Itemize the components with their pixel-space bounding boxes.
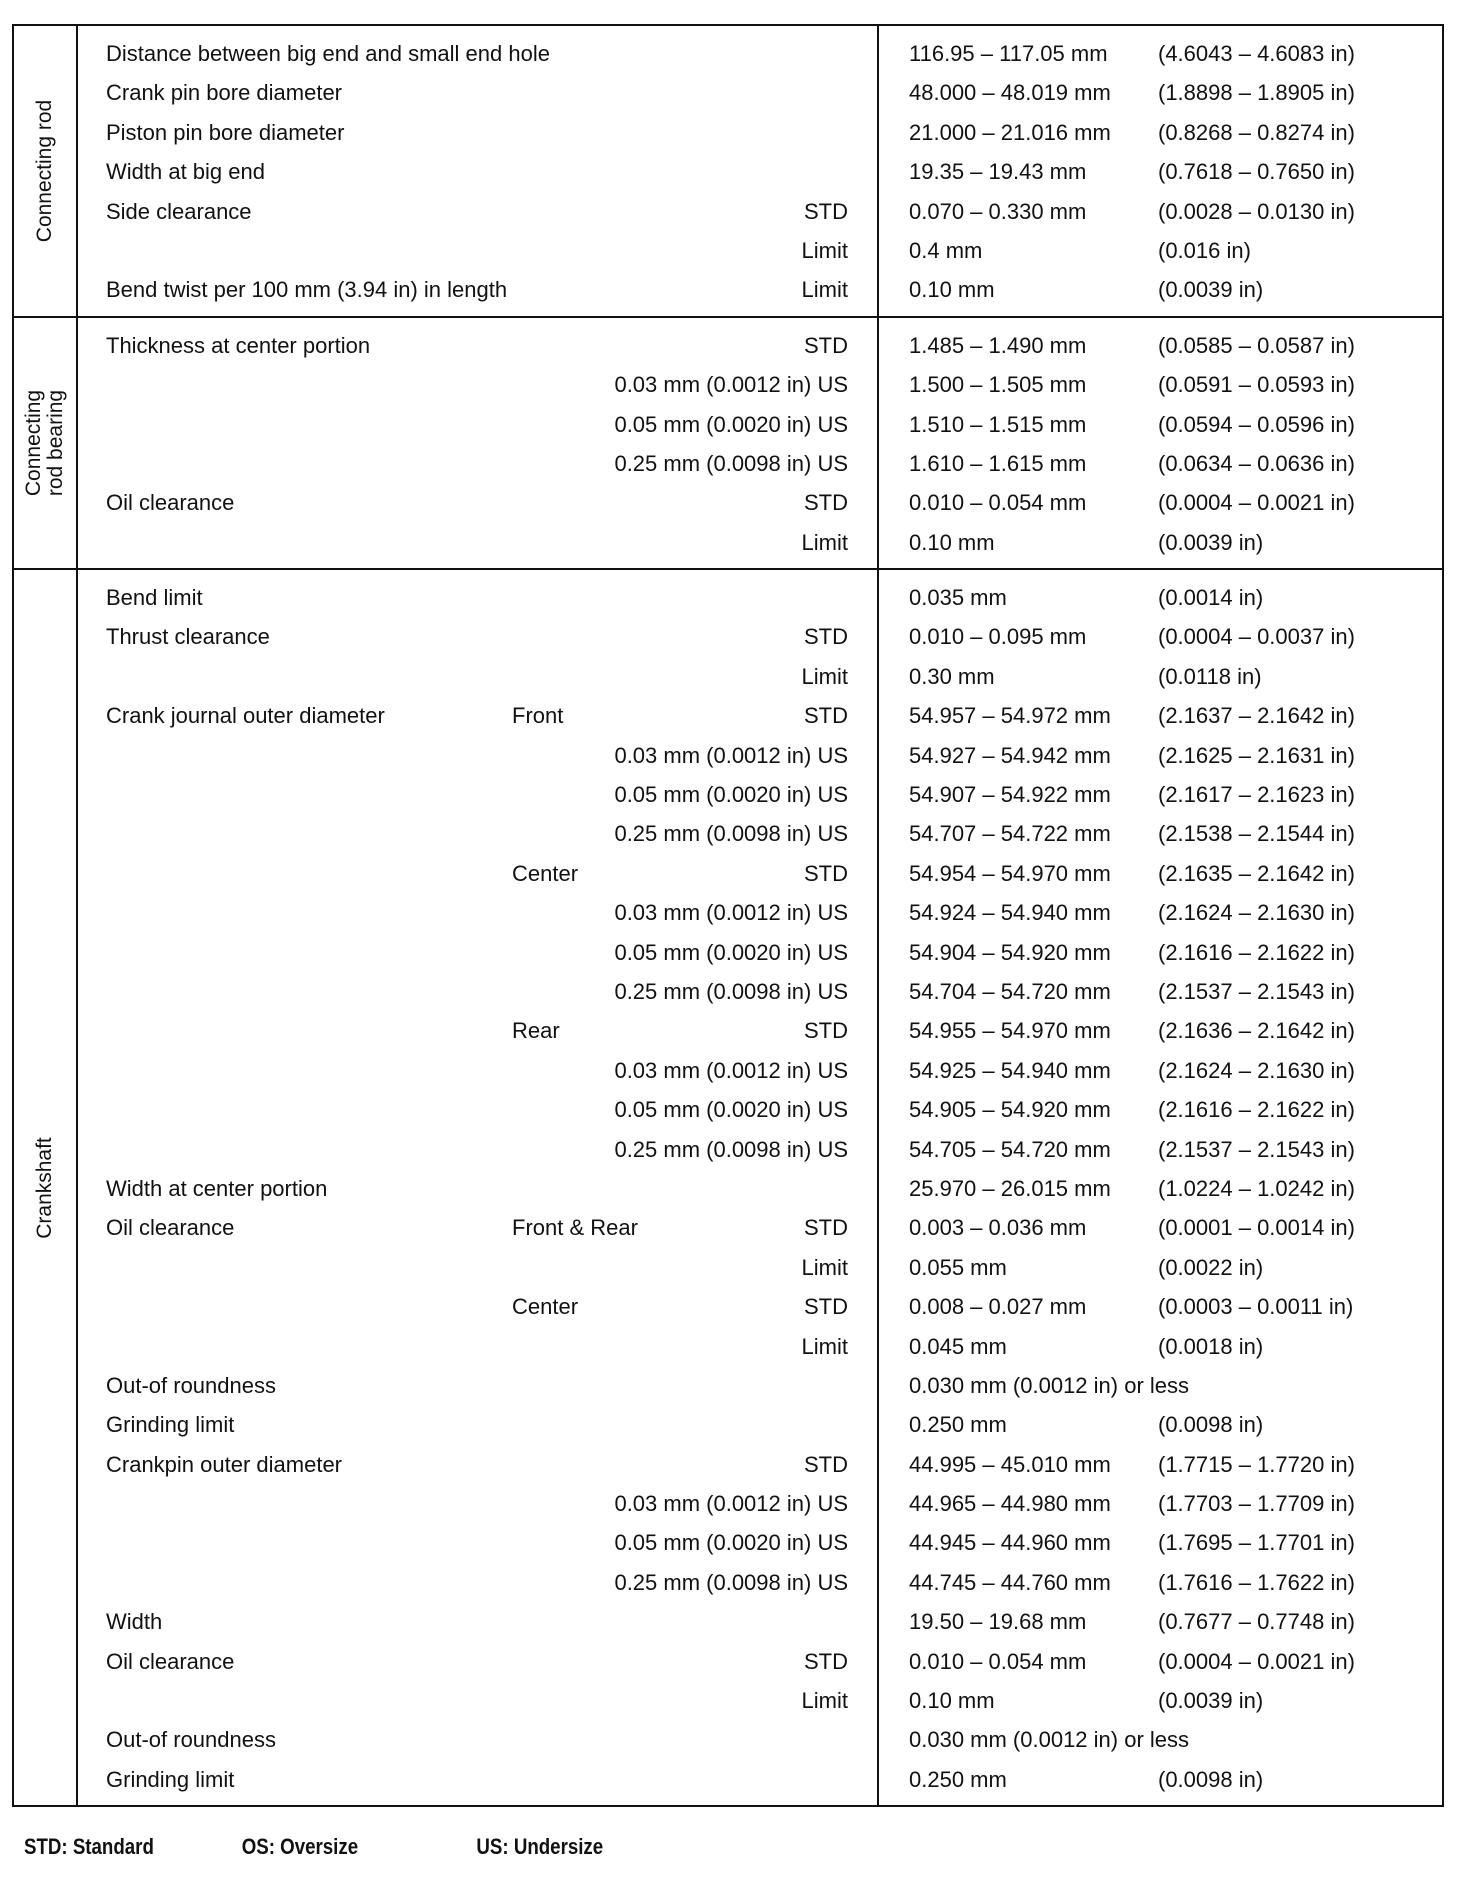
legend-std: STD: Standard [24, 1834, 154, 1859]
spec-mm: 54.904 – 54.920 mm [909, 939, 1111, 965]
spec-mm: 0.010 – 0.095 mm [909, 624, 1087, 650]
table-row [14, 893, 1442, 932]
spec-mm: 0.30 mm [909, 663, 995, 689]
table-row [14, 1602, 1442, 1641]
table-row [14, 1011, 1442, 1050]
table-row [14, 1248, 1442, 1287]
spec-label: Bend limit [106, 585, 203, 611]
spec-cond: 0.25 mm (0.0098 in) US [614, 978, 848, 1004]
spec-in: (0.0098 in) [1158, 1412, 1264, 1438]
spec-cond: STD [804, 1451, 848, 1477]
table-row [14, 1090, 1442, 1129]
spec-in: (0.0004 – 0.0021 in) [1158, 490, 1355, 516]
spec-table [12, 24, 1444, 1807]
table-row [14, 1642, 1442, 1681]
spec-mm: 1.510 – 1.515 mm [909, 411, 1087, 437]
spec-cond: 0.03 mm (0.0012 in) US [614, 372, 848, 398]
table-row [14, 1287, 1442, 1326]
spec-label: Grinding limit [106, 1766, 235, 1792]
section-rows [14, 318, 1442, 568]
table-row [14, 152, 1442, 191]
spec-label: Crankpin outer diameter [106, 1451, 343, 1477]
table-row [14, 1405, 1442, 1444]
abbreviation-legend [24, 1834, 603, 1860]
spec-mm: 0.030 mm (0.0012 in) or less [909, 1727, 1190, 1753]
section-title: Crankshaft [33, 1136, 56, 1239]
spec-mm: 0.070 – 0.330 mm [909, 198, 1087, 224]
spec-cond: 0.25 mm (0.0098 in) US [614, 821, 848, 847]
table-row [14, 1051, 1442, 1090]
spec-sub: Rear [512, 1018, 560, 1044]
spec-mm: 1.500 – 1.505 mm [909, 372, 1087, 398]
spec-cond: Limit [801, 529, 848, 555]
table-row [14, 972, 1442, 1011]
table-row [14, 736, 1442, 775]
spec-label: Oil clearance [106, 1215, 235, 1241]
spec-in: (1.7703 – 1.7709 in) [1158, 1491, 1355, 1517]
spec-in: (0.0118 in) [1158, 663, 1262, 689]
spec-label: Thickness at center portion [106, 332, 371, 358]
spec-mm: 0.035 mm [909, 585, 1007, 611]
spec-section [14, 318, 1442, 570]
spec-mm: 54.954 – 54.970 mm [909, 860, 1111, 886]
table-row [14, 1208, 1442, 1247]
spec-mm: 54.955 – 54.970 mm [909, 1018, 1111, 1044]
spec-cond: STD [804, 624, 848, 650]
table-row [14, 933, 1442, 972]
spec-mm: 54.925 – 54.940 mm [909, 1057, 1111, 1083]
table-row [14, 326, 1442, 365]
spec-mm: 0.10 mm [909, 529, 995, 555]
spec-cond: STD [804, 703, 848, 729]
spec-cond: STD [804, 860, 848, 886]
table-row [14, 1130, 1442, 1169]
spec-in: (2.1625 – 2.1631 in) [1158, 742, 1355, 768]
table-row [14, 578, 1442, 617]
spec-in: (0.0039 in) [1158, 529, 1264, 555]
spec-sub: Center [512, 1294, 579, 1320]
spec-in: (0.0003 – 0.0011 in) [1158, 1294, 1354, 1320]
spec-in: (0.0028 – 0.0130 in) [1158, 198, 1355, 224]
spec-section [14, 570, 1442, 1805]
spec-in: (2.1538 – 2.1544 in) [1158, 821, 1355, 847]
spec-in: (2.1624 – 2.1630 in) [1158, 900, 1355, 926]
spec-in: (0.0634 – 0.0636 in) [1158, 450, 1355, 476]
spec-mm: 48.000 – 48.019 mm [909, 80, 1111, 106]
legend-os: OS: Oversize [241, 1834, 359, 1859]
spec-in: (2.1636 – 2.1642 in) [1158, 1018, 1355, 1044]
spec-label: Grinding limit [106, 1412, 235, 1438]
table-row [14, 405, 1442, 444]
spec-in: (0.0022 in) [1158, 1254, 1264, 1280]
spec-mm: 0.10 mm [909, 1688, 995, 1714]
table-row [14, 1681, 1442, 1720]
spec-mm: 21.000 – 21.016 mm [909, 119, 1111, 145]
spec-in: (0.0594 – 0.0596 in) [1158, 411, 1355, 437]
spec-in: (1.7695 – 1.7701 in) [1158, 1530, 1355, 1556]
table-row [14, 73, 1442, 112]
section-rows [14, 26, 1442, 316]
spec-cond: STD [804, 332, 848, 358]
spec-mm: 0.10 mm [909, 277, 995, 303]
spec-in: (1.0224 – 1.0242 in) [1158, 1175, 1355, 1201]
spec-in: (0.0585 – 0.0587 in) [1158, 332, 1355, 358]
spec-section [14, 26, 1442, 318]
spec-mm: 54.924 – 54.940 mm [909, 900, 1111, 926]
table-row [14, 483, 1442, 522]
spec-cond: 0.05 mm (0.0020 in) US [614, 1530, 848, 1556]
spec-mm: 0.010 – 0.054 mm [909, 490, 1087, 516]
spec-cond: 0.05 mm (0.0020 in) US [614, 1097, 848, 1123]
spec-mm: 1.610 – 1.615 mm [909, 450, 1087, 476]
spec-cond: 0.03 mm (0.0012 in) US [614, 1491, 848, 1517]
spec-in: (0.0098 in) [1158, 1766, 1264, 1792]
section-rows [14, 570, 1442, 1805]
spec-cond: STD [804, 1215, 848, 1241]
spec-cond: Limit [801, 277, 848, 303]
table-row [14, 1484, 1442, 1523]
spec-cond: Limit [801, 663, 848, 689]
spec-in: (2.1537 – 2.1543 in) [1158, 978, 1355, 1004]
table-row [14, 814, 1442, 853]
spec-mm: 0.030 mm (0.0012 in) or less [909, 1372, 1190, 1398]
spec-cond: Limit [801, 1254, 848, 1280]
legend-us: US: Undersize [476, 1834, 604, 1859]
spec-cond: 0.05 mm (0.0020 in) US [614, 939, 848, 965]
spec-mm: 54.905 – 54.920 mm [909, 1097, 1111, 1123]
spec-mm: 0.055 mm [909, 1254, 1007, 1280]
spec-in: (0.016 in) [1158, 237, 1251, 263]
spec-label: Out-of roundness [106, 1727, 276, 1753]
spec-cond: 0.03 mm (0.0012 in) US [614, 742, 848, 768]
spec-mm: 54.707 – 54.722 mm [909, 821, 1111, 847]
section-title: Connecting rod bearing [22, 389, 67, 497]
spec-in: (0.0004 – 0.0021 in) [1158, 1648, 1355, 1674]
spec-sub: Center [512, 860, 579, 886]
spec-in: (0.7677 – 0.7748 in) [1158, 1609, 1355, 1635]
spec-mm: 19.35 – 19.43 mm [909, 159, 1087, 185]
table-row [14, 1445, 1442, 1484]
table-row [14, 1720, 1442, 1759]
spec-in: (0.0039 in) [1158, 277, 1264, 303]
spec-cond: 0.25 mm (0.0098 in) US [614, 450, 848, 476]
table-row [14, 444, 1442, 483]
table-row [14, 1327, 1442, 1366]
spec-label: Bend twist per 100 mm (3.94 in) in length [106, 277, 508, 303]
spec-sub: Front & Rear [512, 1215, 638, 1241]
spec-mm: 44.745 – 44.760 mm [909, 1569, 1111, 1595]
spec-label: Width at big end [106, 159, 265, 185]
spec-in: (0.0591 – 0.0593 in) [1158, 372, 1355, 398]
spec-mm: 54.907 – 54.922 mm [909, 782, 1111, 808]
spec-cond: 0.03 mm (0.0012 in) US [614, 1057, 848, 1083]
spec-mm: 19.50 – 19.68 mm [909, 1609, 1087, 1635]
spec-in: (0.0018 in) [1158, 1333, 1264, 1359]
spec-mm: 54.704 – 54.720 mm [909, 978, 1111, 1004]
spec-label: Out-of roundness [106, 1372, 276, 1398]
spec-in: (4.6043 – 4.6083 in) [1158, 41, 1355, 66]
table-row [14, 113, 1442, 152]
spec-cond: 0.25 mm (0.0098 in) US [614, 1569, 848, 1595]
table-row [14, 1366, 1442, 1405]
spec-label: Crank pin bore diameter [106, 80, 343, 106]
spec-in: (0.7618 – 0.7650 in) [1158, 159, 1355, 185]
table-row [14, 1523, 1442, 1562]
spec-in: (0.0001 – 0.0014 in) [1158, 1215, 1355, 1241]
spec-in: (1.8898 – 1.8905 in) [1158, 80, 1355, 106]
table-row [14, 1169, 1442, 1208]
spec-in: (2.1616 – 2.1622 in) [1158, 1097, 1355, 1123]
spec-cond: STD [804, 1294, 848, 1320]
spec-mm: 0.4 mm [909, 237, 983, 263]
spec-in: (2.1624 – 2.1630 in) [1158, 1057, 1355, 1083]
spec-in: (2.1635 – 2.1642 in) [1158, 860, 1355, 886]
spec-mm: 44.965 – 44.980 mm [909, 1491, 1111, 1517]
spec-mm: 1.485 – 1.490 mm [909, 332, 1087, 358]
table-row [14, 657, 1442, 696]
spec-in: (2.1617 – 2.1623 in) [1158, 782, 1355, 808]
spec-in: (0.0004 – 0.0037 in) [1158, 624, 1355, 650]
spec-in: (2.1637 – 2.1642 in) [1158, 703, 1355, 729]
spec-in: (1.7616 – 1.7622 in) [1158, 1569, 1355, 1595]
spec-label: Crank journal outer diameter [106, 703, 385, 729]
spec-cond: STD [804, 1018, 848, 1044]
spec-mm: 116.95 – 117.05 mm [909, 41, 1108, 66]
spec-mm: 0.010 – 0.054 mm [909, 1648, 1087, 1674]
spec-mm: 0.003 – 0.036 mm [909, 1215, 1087, 1241]
table-row [14, 696, 1442, 735]
table-row [14, 34, 1442, 73]
spec-mm: 0.250 mm [909, 1412, 1007, 1438]
spec-sub: Front [512, 703, 564, 729]
spec-cond: STD [804, 198, 848, 224]
spec-mm: 44.945 – 44.960 mm [909, 1530, 1111, 1556]
spec-in: (1.7715 – 1.7720 in) [1158, 1451, 1355, 1477]
table-row [14, 523, 1442, 562]
spec-mm: 54.957 – 54.972 mm [909, 703, 1111, 729]
spec-in: (0.8268 – 0.8274 in) [1158, 119, 1355, 145]
table-row [14, 192, 1442, 231]
spec-label: Piston pin bore diameter [106, 119, 345, 145]
table-row [14, 270, 1442, 309]
spec-label: Oil clearance [106, 1648, 235, 1674]
spec-cond: 0.25 mm (0.0098 in) US [614, 1136, 848, 1162]
spec-mm: 54.927 – 54.942 mm [909, 742, 1111, 768]
spec-cond: Limit [801, 237, 848, 263]
spec-cond: STD [804, 1648, 848, 1674]
spec-label: Width [106, 1609, 163, 1635]
spec-mm: 0.250 mm [909, 1766, 1007, 1792]
section-title: Connecting rod [33, 99, 56, 243]
spec-cond: STD [804, 490, 848, 516]
spec-in: (2.1616 – 2.1622 in) [1158, 939, 1355, 965]
spec-label: Distance between big end and small end hole [106, 41, 550, 66]
spec-mm: 44.995 – 45.010 mm [909, 1451, 1111, 1477]
spec-in: (0.0039 in) [1158, 1688, 1264, 1714]
table-row [14, 775, 1442, 814]
spec-cond: 0.05 mm (0.0020 in) US [614, 411, 848, 437]
spec-label: Width at center portion [106, 1175, 328, 1201]
spec-label: Thrust clearance [106, 624, 270, 650]
spec-in: (2.1537 – 2.1543 in) [1158, 1136, 1355, 1162]
spec-cond: Limit [801, 1333, 848, 1359]
spec-label: Oil clearance [106, 490, 235, 516]
spec-mm: 0.008 – 0.027 mm [909, 1294, 1087, 1320]
spec-cond: 0.05 mm (0.0020 in) US [614, 782, 848, 808]
table-row [14, 854, 1442, 893]
spec-cond: Limit [801, 1688, 848, 1714]
spec-label: Side clearance [106, 198, 252, 224]
table-row [14, 617, 1442, 656]
spec-mm: 54.705 – 54.720 mm [909, 1136, 1111, 1162]
table-row [14, 365, 1442, 404]
spec-in: (0.0014 in) [1158, 585, 1264, 611]
spec-mm: 0.045 mm [909, 1333, 1007, 1359]
table-row [14, 231, 1442, 270]
table-row [14, 1760, 1442, 1799]
table-row [14, 1563, 1442, 1602]
spec-mm: 25.970 – 26.015 mm [909, 1175, 1111, 1201]
spec-cond: 0.03 mm (0.0012 in) US [614, 900, 848, 926]
